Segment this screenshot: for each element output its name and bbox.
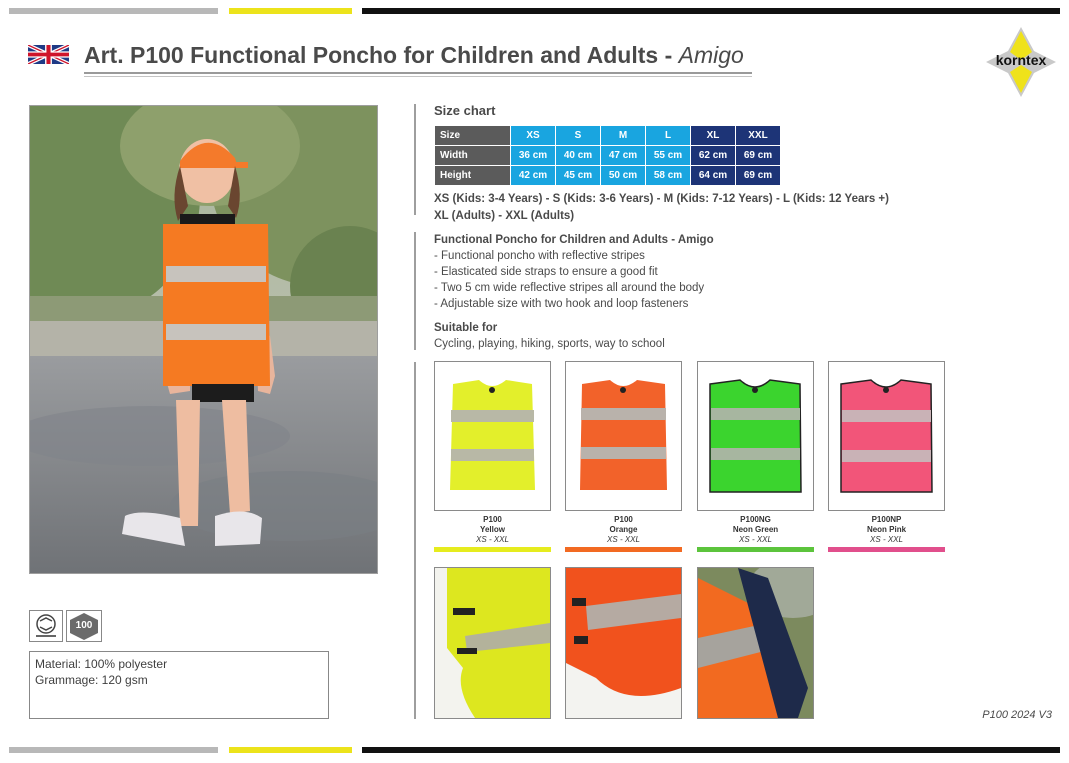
material-box [29, 651, 329, 719]
variant-sizes: XS - XXL [607, 535, 640, 544]
row-label-width: Width [435, 146, 511, 166]
korntex-logo [986, 27, 1056, 97]
features-heading: Functional Poncho for Children and Adults - Amigo [434, 234, 714, 246]
variant-label-neon-pink [828, 515, 945, 545]
feature-item: - Two 5 cm wide reflective stripes all around the body [434, 282, 705, 294]
color-bar-neon-pink [828, 547, 945, 552]
size-col-xs: XS [511, 126, 556, 146]
variant-sizes: XS - XXL [476, 535, 509, 544]
size-chart-row-width [435, 146, 781, 166]
size-age-description [434, 191, 889, 225]
bottom-bar-black [362, 747, 1060, 753]
size-chart-table [434, 125, 781, 186]
variant-card-neon-green[interactable] [697, 361, 814, 511]
page-header [28, 38, 752, 80]
table-cell: 69 cm [736, 146, 781, 166]
variant-color: Yellow [480, 525, 505, 534]
logo-wordmark: korntex [995, 52, 1047, 68]
size-desc-kids: XS (Kids: 3-4 Years) - S (Kids: 3-6 Years) - M (Kids: 7-12 Years) - L (Kids: 12 Years +) [434, 193, 889, 205]
variant-code: P100 [483, 515, 502, 524]
color-bar-yellow [434, 547, 551, 552]
divider-variants [414, 362, 416, 719]
document-reference: P100 2024 V3 [982, 709, 1052, 721]
suitable-text: Cycling, playing, hiking, sports, way to school [434, 338, 665, 350]
temperature-value: 100 [75, 620, 93, 631]
size-chart-header-row [435, 126, 781, 146]
detail-photo-orange-stripe [565, 567, 682, 719]
table-cell: 40 cm [556, 146, 601, 166]
top-bar-black [362, 8, 1060, 14]
table-cell: 50 cm [601, 166, 646, 186]
row-label-height: Height [435, 166, 511, 186]
feature-item: - Functional poncho with reflective stripes [434, 250, 645, 262]
page-title: Art. P100 Functional Poncho for Children and Adults - Amigo [84, 42, 744, 68]
variant-code: P100NP [871, 515, 902, 524]
feature-item: - Elasticated side straps to ensure a good fit [434, 266, 658, 278]
suitable-section [434, 320, 665, 352]
size-chart-row-height [435, 166, 781, 186]
wash-symbol-icon [30, 611, 62, 641]
size-chart-header-label: Size [435, 126, 511, 146]
detail-photo-yellow-strap [434, 567, 551, 719]
header-underline [84, 72, 752, 74]
table-cell: 58 cm [646, 166, 691, 186]
variant-sizes: XS - XXL [739, 535, 772, 544]
variant-label-neon-green [697, 515, 814, 545]
top-bar-yellow [229, 8, 352, 14]
size-chart-title: Size chart [434, 103, 496, 118]
vest-yellow-image [435, 362, 550, 510]
color-bar-orange [565, 547, 682, 552]
table-cell: 64 cm [691, 166, 736, 186]
wash-certificate-badge [29, 610, 63, 642]
detail-photo-orange-back [697, 567, 814, 719]
grammage-line: Grammage: 120 gsm [35, 673, 148, 687]
variant-code: P100NG [740, 515, 771, 524]
table-cell: 42 cm [511, 166, 556, 186]
suitable-heading: Suitable for [434, 322, 498, 334]
vest-orange-image [566, 362, 681, 510]
temperature-badge [66, 610, 102, 642]
bottom-bar-grey [9, 747, 218, 753]
variant-label-orange [565, 515, 682, 545]
product-photo-child [29, 105, 378, 574]
table-cell: 47 cm [601, 146, 646, 166]
divider-features [414, 232, 416, 350]
material-line: Material: 100% polyester [35, 657, 168, 671]
variant-card-neon-pink[interactable] [828, 361, 945, 511]
variant-card-orange[interactable] [565, 361, 682, 511]
variant-sizes: XS - XXL [870, 535, 903, 544]
top-bar-grey [9, 8, 218, 14]
table-cell: 55 cm [646, 146, 691, 166]
feature-item: - Adjustable size with two hook and loop fasteners [434, 298, 689, 310]
uk-flag-icon [28, 45, 69, 64]
variant-color: Neon Green [732, 525, 779, 534]
variant-code: P100 [614, 515, 633, 524]
variant-card-yellow[interactable] [434, 361, 551, 511]
size-col-l: L [646, 126, 691, 146]
variant-color: Orange [609, 525, 638, 534]
table-cell: 69 cm [736, 166, 781, 186]
vest-pink-image [829, 362, 944, 510]
bottom-bar-yellow [229, 747, 352, 753]
size-col-xxl: XXL [736, 126, 781, 146]
table-cell: 62 cm [691, 146, 736, 166]
size-col-s: S [556, 126, 601, 146]
vest-green-image [698, 362, 813, 510]
color-bar-neon-green [697, 547, 814, 552]
header-underline-thin [84, 76, 752, 77]
variant-label-yellow [434, 515, 551, 545]
table-cell: 45 cm [556, 166, 601, 186]
table-cell: 36 cm [511, 146, 556, 166]
size-col-m: M [601, 126, 646, 146]
size-col-xl: XL [691, 126, 736, 146]
page-title-model: Amigo [678, 42, 744, 68]
variant-color: Neon Pink [866, 525, 907, 534]
size-desc-adults: XL (Adults) - XXL (Adults) [434, 210, 575, 222]
divider-size-chart [414, 104, 416, 215]
features-section [434, 232, 714, 312]
